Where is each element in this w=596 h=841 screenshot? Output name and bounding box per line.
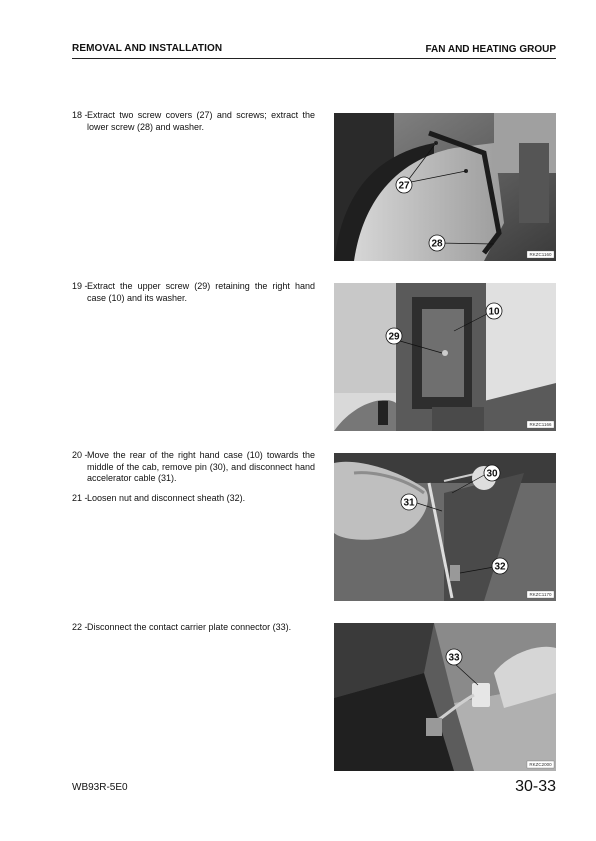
figure-code: RKZC1160 xyxy=(529,252,552,257)
step-21 xyxy=(72,493,315,505)
svg-text:33: 33 xyxy=(448,652,460,664)
header-section-title: REMOVAL AND INSTALLATION xyxy=(72,43,223,54)
header-rule xyxy=(72,58,556,59)
figure-right-hand-case-photo xyxy=(334,283,556,431)
figure-code: RKZC2000 xyxy=(529,762,552,767)
step-text: Extract the upper screw (29) retaining the right hand case (10) and its washer. xyxy=(87,281,315,303)
step-text: Move the rear of the right hand case (10) towards the middle of the cab, remove pin (30), and disconnect hand accelerator cable (31). xyxy=(87,450,315,483)
figure-accelerator-cable-photo xyxy=(334,453,556,601)
callout-27 xyxy=(396,177,412,193)
svg-text:27: 27 xyxy=(398,180,410,192)
step-19 xyxy=(72,281,315,304)
callout-29 xyxy=(386,328,402,344)
figure-screw-covers-photo xyxy=(334,113,556,261)
callout-30 xyxy=(484,465,500,481)
step-18 xyxy=(72,110,315,133)
callout-31 xyxy=(401,494,417,510)
svg-text:31: 31 xyxy=(403,497,415,509)
svg-text:32: 32 xyxy=(494,561,506,573)
step-number: 19 - xyxy=(72,281,88,291)
step-number: 21 - xyxy=(72,493,88,503)
step-22 xyxy=(72,622,315,634)
step-text: Disconnect the contact carrier plate connector (33). xyxy=(87,622,292,632)
svg-text:28: 28 xyxy=(431,238,443,250)
figure-code: RKZC1166 xyxy=(529,422,552,427)
step-text: Loosen nut and disconnect sheath (32). xyxy=(87,493,246,503)
figure-connector-photo xyxy=(334,623,556,771)
svg-text:30: 30 xyxy=(486,468,498,480)
step-text: Extract two screw covers (27) and screws; extract the lower screw (28) and washer. xyxy=(87,110,315,132)
callout-32 xyxy=(492,558,508,574)
step-number: 18 - xyxy=(72,110,88,120)
svg-text:29: 29 xyxy=(388,331,400,343)
footer-model: WB93R-5E0 xyxy=(72,782,128,793)
callout-10 xyxy=(486,303,502,319)
step-20 xyxy=(72,450,315,485)
footer-page-number: 30-33 xyxy=(515,778,556,795)
header-group-title: FAN AND HEATING GROUP xyxy=(425,44,556,55)
callout-28 xyxy=(429,235,445,251)
svg-text:10: 10 xyxy=(488,306,500,318)
callout-33 xyxy=(446,649,462,665)
step-number: 22 - xyxy=(72,622,88,632)
figure-code: RKZC1170 xyxy=(529,592,552,597)
step-number: 20 - xyxy=(72,450,88,460)
